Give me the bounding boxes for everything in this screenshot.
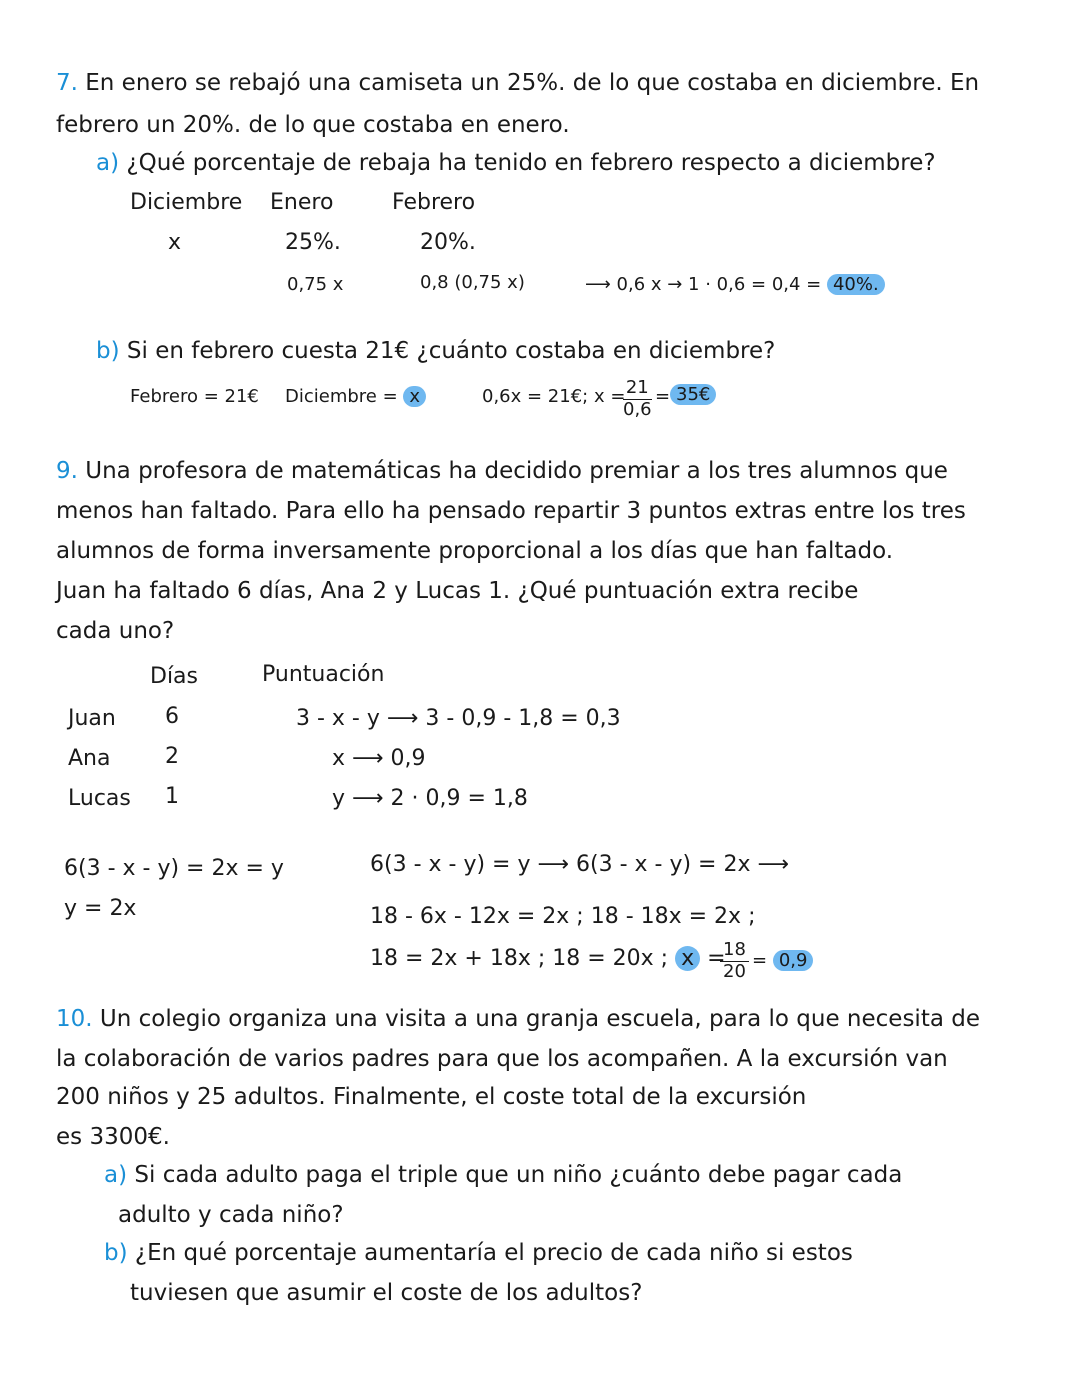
equation-fraction-denominator: 20 (723, 960, 746, 982)
b-equation: 0,6x = 21€; x = (482, 386, 626, 407)
row2-enero: 0,75 x (287, 274, 344, 295)
row-juan-puntuacion: 3 - x - y ⟶ 3 - 0,9 - 1,8 = 0,3 (296, 706, 621, 731)
problem-10-text-line3: 200 niños y 25 adultos. Finalmente, el coste total de la excursión (56, 1084, 807, 1110)
b-diciembre (285, 386, 426, 408)
row2-febrero: 0,8 (0,75 x) (420, 272, 525, 293)
problem-9-text-line5: cada uno? (56, 618, 175, 644)
problem-10-text-line4: es 3300€. (56, 1124, 170, 1150)
b-result-wrap (670, 384, 716, 406)
problem-10a-line1 (104, 1162, 902, 1190)
header-puntuacion: Puntuación (262, 662, 385, 687)
row2-calculation (585, 274, 885, 296)
problem-10a-text-line1: Si cada adulto paga el triple que un niño ¿cuánto debe pagar cada (134, 1162, 903, 1188)
row2-calc-text: ⟶ 0,6 x → 1 · 0,6 = 0,4 = (585, 274, 822, 295)
equation-right-3-eq: = (707, 946, 726, 971)
row-lucas-name: Lucas (68, 786, 131, 811)
problem-10b-text-line1: ¿En qué porcentaje aumentaría el precio de cada niño si estos (134, 1240, 853, 1266)
b-equation-tail: = (655, 386, 671, 407)
problem-10-number: 10. (56, 1006, 93, 1032)
row-ana-dias: 2 (165, 744, 179, 769)
header-enero: Enero (270, 190, 334, 215)
b-fraction-numerator: 21 (623, 378, 652, 400)
problem-10a-label: a) (104, 1162, 128, 1188)
problem-10a-text-line2: adulto y cada niño? (118, 1202, 344, 1228)
equation-x-highlight: x (675, 946, 700, 971)
problem-7-text-line1: En enero se rebajó una camiseta un 25%. de lo que costaba en diciembre. En (85, 70, 980, 96)
problem-10b-line1 (104, 1240, 853, 1268)
header-diciembre: Diciembre (130, 190, 243, 215)
row1-febrero: 20%. (420, 230, 476, 255)
equation-left-1: 6(3 - x - y) = 2x = y (64, 856, 284, 881)
row-juan-name: Juan (68, 706, 116, 731)
problem-10-text-line2: la colaboración de varios padres para que los acompañen. A la excursión van (56, 1046, 948, 1072)
row2-result-highlight: 40%. (827, 274, 885, 295)
b-result-highlight: 35€ (670, 384, 716, 405)
row-lucas-dias: 1 (165, 784, 179, 809)
equation-right-1: 6(3 - x - y) = y ⟶ 6(3 - x - y) = 2x ⟶ (370, 852, 790, 877)
equation-result-eq: = (752, 950, 768, 971)
b-x-highlight: x (403, 386, 426, 407)
equation-result-wrap (752, 950, 813, 972)
row1-diciembre: x (168, 230, 182, 255)
problem-7b-label: b) (96, 338, 120, 364)
header-dias: Días (150, 664, 198, 689)
problem-7-statement-line1 (56, 70, 979, 98)
row-ana-puntuacion: x ⟶ 0,9 (332, 746, 426, 771)
problem-7a-question (96, 150, 936, 178)
problem-9-text-line4: Juan ha faltado 6 días, Ana 2 y Lucas 1. ¿Qué puntuación extra recibe (56, 578, 859, 604)
equation-right-3-text: 18 = 2x + 18x ; 18 = 20x ; (370, 946, 669, 971)
problem-9-text-line2: menos han faltado. Para ello ha pensado repartir 3 puntos extras entre los tres (56, 498, 966, 524)
problem-9-text-line1: Una profesora de matemáticas ha decidido premiar a los tres alumnos que (85, 458, 948, 484)
equation-right-3 (370, 946, 726, 972)
b-fraction-denominator: 0,6 (623, 398, 652, 420)
problem-10-text-line1: Un colegio organiza una visita a una granja escuela, para lo que necesita de (99, 1006, 980, 1032)
problem-7a-text: ¿Qué porcentaje de rebaja ha tenido en febrero respecto a diciembre? (126, 150, 936, 176)
problem-7b-question (96, 338, 775, 366)
equation-right-2: 18 - 6x - 12x = 2x ; 18 - 18x = 2x ; (370, 904, 756, 929)
row-lucas-puntuacion: y ⟶ 2 · 0,9 = 1,8 (332, 786, 528, 811)
b-febrero: Febrero = 21€ (130, 386, 259, 407)
problem-9-statement-line1 (56, 458, 948, 486)
equation-left-2: y = 2x (64, 896, 137, 921)
equation-fraction-numerator: 18 (720, 940, 749, 962)
equation-fraction (720, 940, 749, 982)
row1-enero: 25%. (285, 230, 341, 255)
row-ana-name: Ana (68, 746, 111, 771)
problem-7b-text: Si en febrero cuesta 21€ ¿cuánto costaba en diciembre? (126, 338, 776, 364)
problem-7-number: 7. (56, 70, 78, 96)
problem-10-statement-line1 (56, 1006, 980, 1034)
problem-7-text-line2: febrero un 20%. de lo que costaba en enero. (56, 112, 570, 138)
problem-10b-label: b) (104, 1240, 128, 1266)
equation-result-highlight: 0,9 (773, 950, 814, 971)
problem-7a-label: a) (96, 150, 120, 176)
header-febrero: Febrero (392, 190, 476, 215)
b-diciembre-text: Diciembre = (285, 386, 398, 407)
row-juan-dias: 6 (165, 704, 179, 729)
problem-9-number: 9. (56, 458, 78, 484)
b-fraction (620, 378, 655, 420)
problem-9-text-line3: alumnos de forma inversamente proporcional a los días que han faltado. (56, 538, 894, 564)
problem-10b-text-line2: tuviesen que asumir el coste de los adultos? (130, 1280, 643, 1306)
